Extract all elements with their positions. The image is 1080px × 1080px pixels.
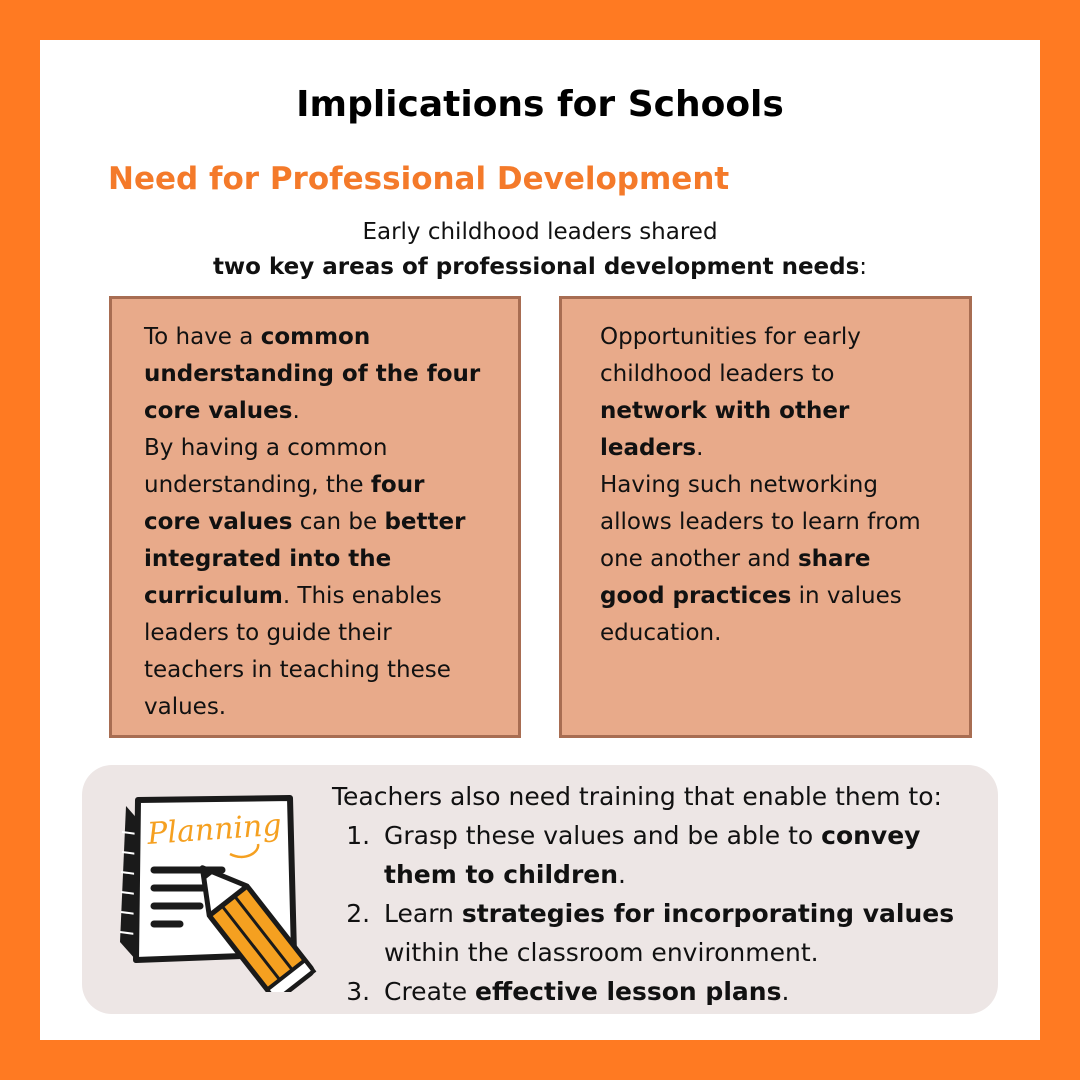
page-title: Implications for Schools xyxy=(296,84,784,125)
card-left-text: To have a xyxy=(144,324,261,350)
list-item-text: . xyxy=(618,860,626,889)
card-left-paragraph-1 xyxy=(144,319,488,430)
card-left-text: . This enables leaders to guide their teachers in teaching these values. xyxy=(144,583,451,720)
list-item xyxy=(378,816,992,894)
card-left-text: By having a common understanding, the xyxy=(144,435,388,498)
list-item-bold: strategies for incorporating values xyxy=(461,899,955,928)
card-left-bold: better integrated into the curriculum xyxy=(144,509,466,609)
card-right-text: in values education. xyxy=(600,583,902,646)
list-item xyxy=(378,972,992,1011)
list-item xyxy=(378,894,992,972)
card-common-understanding xyxy=(109,296,521,738)
card-networking xyxy=(559,296,972,738)
planning-notebook-pencil-icon xyxy=(110,792,325,992)
intro-text xyxy=(0,215,1080,285)
card-left-bold: common understanding of the four core values xyxy=(144,324,481,424)
planning-label: Planning xyxy=(146,807,283,852)
list-item-text: within the classroom environment. xyxy=(384,938,819,967)
intro-line-2 xyxy=(0,250,1080,285)
list-item-text: Create xyxy=(384,977,476,1006)
list-item-bold: convey them to children xyxy=(384,821,921,889)
teacher-training-lead: Teachers also need training that enable them to: xyxy=(332,782,942,811)
card-left-bold: four core values xyxy=(144,472,425,535)
card-right-text: Having such networking allows leaders to learn from one another and xyxy=(600,472,921,572)
list-item-bold: effective lesson plans xyxy=(475,977,782,1006)
teacher-training-list xyxy=(332,816,992,1011)
card-left-paragraph-2 xyxy=(144,430,488,726)
card-right-bold: share good practices xyxy=(600,546,871,609)
card-right-paragraph-2 xyxy=(600,467,939,652)
section-subtitle: Need for Professional Development xyxy=(108,161,730,197)
list-item-text: Learn xyxy=(384,899,462,928)
card-left-text: can be xyxy=(292,509,385,535)
intro-line-2-tail: : xyxy=(859,254,868,280)
card-left-text: . xyxy=(292,398,300,424)
list-item-text: . xyxy=(781,977,790,1006)
teacher-training-text xyxy=(332,777,992,1011)
card-right-text: . xyxy=(696,435,704,461)
list-item-text: Grasp these values and be able to xyxy=(384,821,822,850)
intro-line-2-bold: two key areas of professional development needs xyxy=(212,254,860,280)
intro-line-1: Early childhood leaders shared xyxy=(362,219,718,245)
card-right-bold: network with other leaders xyxy=(600,398,850,461)
card-right-text: Opportunities for early childhood leaders to xyxy=(600,324,861,387)
card-right-paragraph-1 xyxy=(600,319,939,467)
